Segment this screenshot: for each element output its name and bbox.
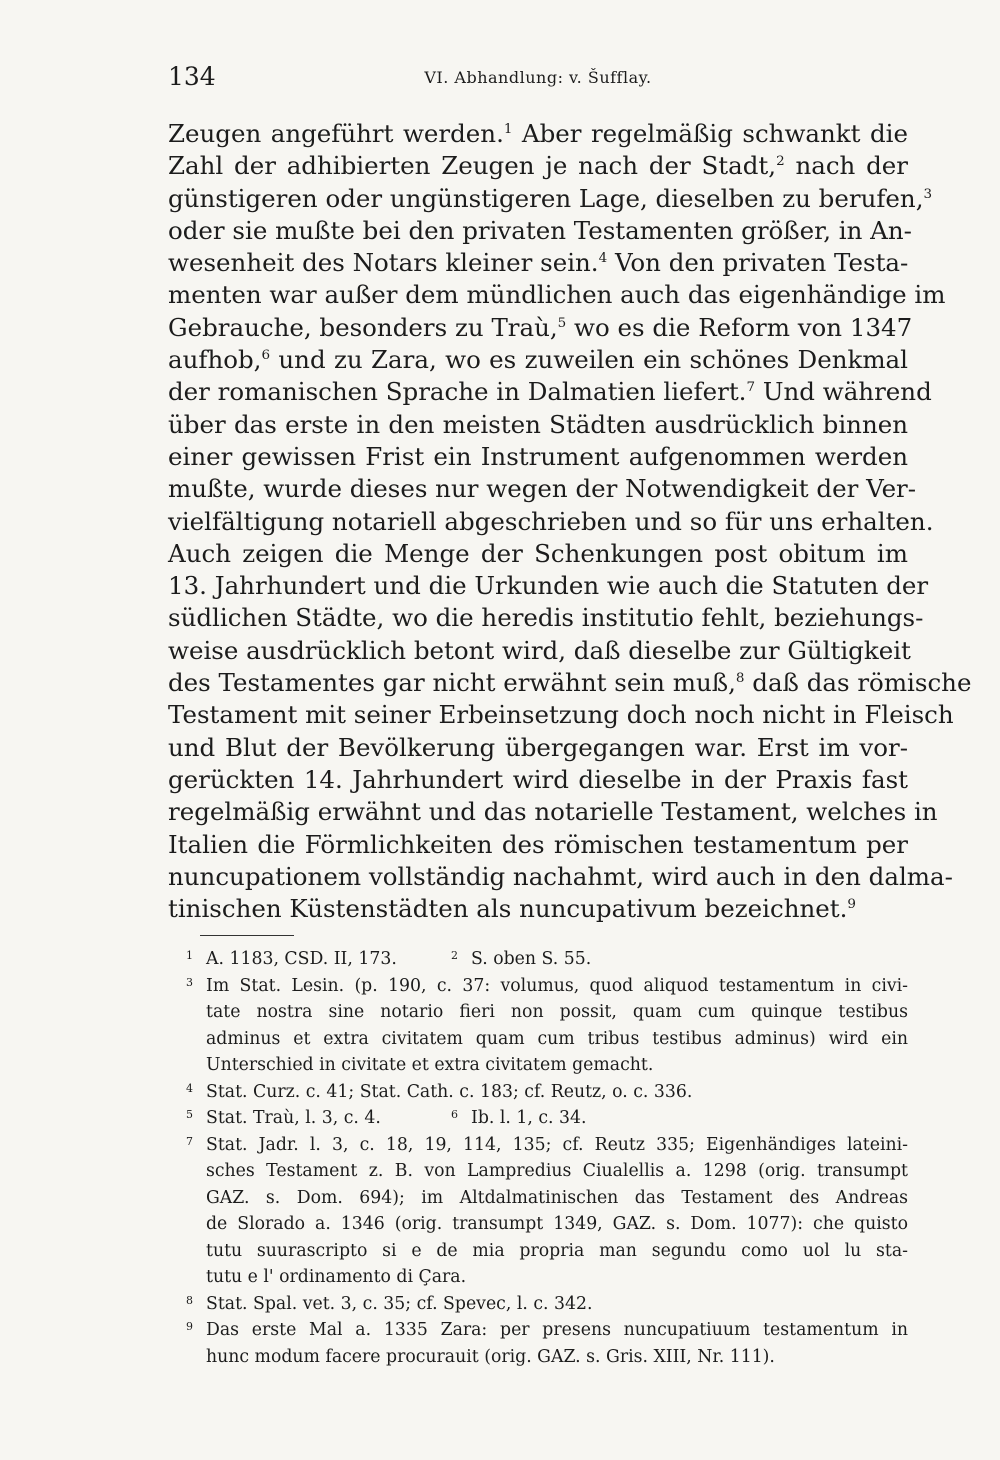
text-line: Zahl der adhibierten Zeugen je nach der Stadt,$^2$ nach der <box>168 151 909 181</box>
footnote-separator <box>200 935 294 936</box>
text-line: über das erste in den meisten Städten ausdrücklich binnen <box>168 409 908 439</box>
footnote-ref[interactable]: 2 <box>776 153 785 170</box>
footnote-ref[interactable]: 8 <box>735 669 745 686</box>
text-line: menten war außer dem mündlichen auch das eigenhändige im <box>168 280 946 310</box>
text-line: gerückten 14. Jahrhundert wird dieselbe in der Praxis fast <box>168 764 908 794</box>
footnote-ref[interactable]: 4 <box>598 250 608 267</box>
text-line: wesenheit des Notars kleiner sein.$^4$ Von den privaten Testa- <box>168 248 909 278</box>
text-line: mußte, wurde dieses nur wegen der Notwendigkeit der Ver- <box>168 474 917 504</box>
text-line: vielfältigung notariell abgeschrieben und so für uns erhalten. <box>168 506 934 536</box>
footnote-ref[interactable]: 1 <box>503 120 513 137</box>
text-line: Auch zeigen die Menge der Schenkungen post obitum im <box>168 538 908 568</box>
text-line: günstigeren oder ungünstigeren Lage, dieselben zu berufen,$^3$ <box>168 183 933 213</box>
footnotes <box>186 946 908 1370</box>
text-line: oder sie mußte bei den privaten Testamenten größer, in An- <box>168 215 912 245</box>
text-line: regelmäßig erwähnt und das notarielle Testament, welches in <box>168 797 938 827</box>
main-text <box>168 118 972 925</box>
footnote-6: 6 Ib. l. 1, c. 34. <box>451 1105 587 1132</box>
footnote-mark: 8 <box>186 1293 193 1307</box>
footnote-mark: 6 <box>451 1108 458 1121</box>
footnote-1: 1 A. 1183, CSD. II, 173. <box>186 946 397 973</box>
footnote-mark: 7 <box>186 1134 193 1148</box>
text-line: einer gewissen Frist ein Instrument aufgenommen werden <box>168 441 908 471</box>
text-line: südlichen Städte, wo die heredis institutio fehlt, beziehungs- <box>168 603 924 633</box>
footnote-row <box>186 1105 908 1132</box>
footnote-ref[interactable]: 9 <box>847 895 856 912</box>
text-line: Italien die Förmlichkeiten des römischen testamentum per <box>168 829 908 859</box>
footnote-3: 3 Im Stat. Lesin. (p. 190, c. 37: volumus, quod aliquod testamentum in civi- tate nostra sine notario fieri non possit, quam cum quinque testibus adminus et extra civitatem quam cum tribus testibus adminus) wird ein Unterschied in civitate et extra civitatem gemacht. <box>186 973 908 1079</box>
text-line: der romanischen Sprache in Dalmatien liefert.$^7$ Und während <box>168 377 932 407</box>
footnote-ref[interactable]: 6 <box>261 346 271 363</box>
footnote-mark: 3 <box>186 975 193 989</box>
footnote-ref[interactable]: 5 <box>557 314 567 331</box>
footnote-ref[interactable]: 7 <box>746 379 756 396</box>
text-line: des Testamentes gar nicht erwähnt sein muß,$^8$ daß das römische <box>168 668 972 698</box>
text-line: Zeugen angeführt werden.$^1$ Aber regelmäßig schwankt die <box>168 119 908 148</box>
text-line: tinischen Küstenstädten als nuncupativum bezeichnet.$^9$ <box>168 894 856 924</box>
footnote-mark: 2 <box>451 949 458 962</box>
text-line: nuncupationem vollständig nachahmt, wird auch in den dalma- <box>168 861 953 891</box>
footnote-7: 7 Stat. Jadr. l. 3, c. 18, 19, 114, 135; cf. Reutz 335; Eigenhändiges lateini- sches Testament z. B. von Lampredius Ciualellis a. 1298 (orig. transumpt GAZ. s. Dom. 694); im Altdalmatinischen das Testament des Andreas de Slorado a. 1346 (orig. transumpt 1349, GAZ. s. Dom. 1077): che quisto tutu suurascripto si e de mia propria man segundu como uol lu sta- tutu e l' ordinamento di Çara. <box>186 1132 908 1291</box>
footnote-mark: 5 <box>186 1108 193 1121</box>
footnote-mark: 1 <box>186 949 193 962</box>
footnote-mark: 9 <box>186 1320 193 1333</box>
footnote-5: 5 Stat. Traù, l. 3, c. 4. <box>186 1105 381 1132</box>
page-header <box>168 62 908 102</box>
footnote-row <box>186 946 908 973</box>
footnote-mark: 4 <box>186 1081 193 1095</box>
running-head: VI. Abhandlung: v. Šufflay. <box>424 68 652 87</box>
text-line: 13. Jahrhundert und die Urkunden wie auch die Statuten der <box>168 571 929 601</box>
text-line: Testament mit seiner Erbeinsetzung doch noch nicht in Fleisch <box>168 700 954 730</box>
footnote-2: 2 S. oben S. 55. <box>451 946 591 973</box>
text-line: aufhob,$^6$ und zu Zara, wo es zuweilen ein schönes Denkmal <box>168 345 908 375</box>
text-line: Gebrauche, besonders zu Traù,$^5$ wo es die Reform von 1347 <box>168 312 913 342</box>
footnote-4: 4 Stat. Curz. c. 41; Stat. Cath. c. 183; cf. Reutz, o. c. 336. <box>186 1079 908 1106</box>
text-line: weise ausdrücklich betont wird, daß dieselbe zur Gültigkeit <box>168 635 911 665</box>
footnote-ref[interactable]: 3 <box>923 185 933 202</box>
page-number: 134 <box>168 62 216 91</box>
text-line: und Blut der Bevölkerung übergegangen war. Erst im vor- <box>168 732 908 762</box>
footnote-9: 9 Das erste Mal a. 1335 Zara: per presens nuncupatiuum testamentum in hunc modum facere procurauit (orig. GAZ. s. Gris. XIII, Nr. 111). <box>186 1317 908 1370</box>
footnote-8: 8 Stat. Spal. vet. 3, c. 35; cf. Spevec, l. c. 342. <box>186 1291 908 1318</box>
